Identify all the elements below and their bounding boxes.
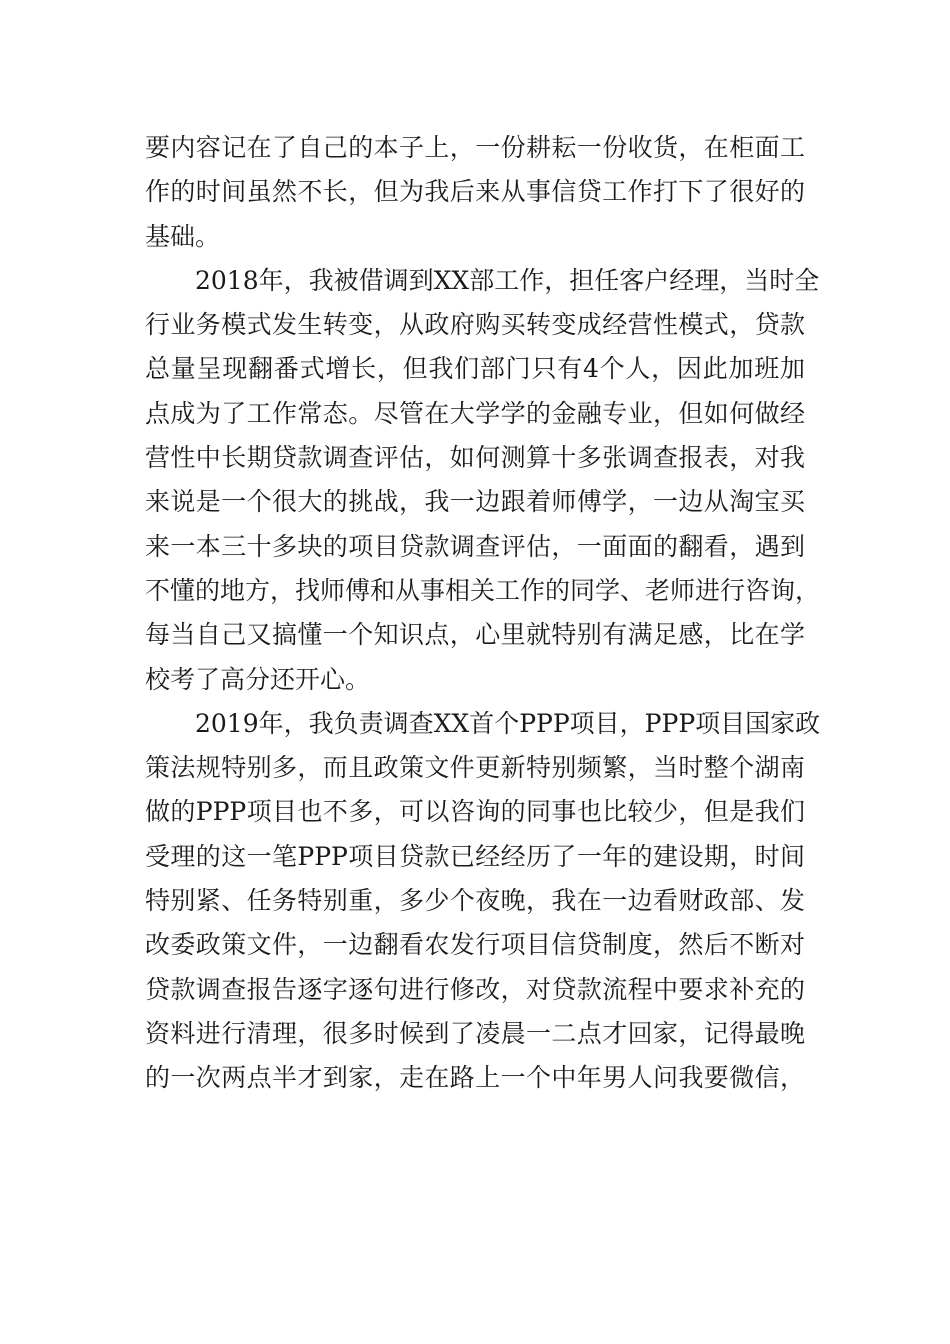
text-line: 行业务模式发生转变，从政府购买转变成经营性模式，贷款 — [145, 310, 805, 340]
text-line: 作的时间虽然不长，但为我后来从事信贷工作打下了很好的 — [145, 177, 805, 207]
text-line: 营性中长期贷款调查评估，如何测算十多张调查报表，对我 — [145, 443, 805, 473]
text-line: 每当自己又搞懂一个知识点，心里就特别有满足感，比在学 — [145, 620, 805, 650]
text-line: 来说是一个很大的挑战，我一边跟着师傅学，一边从淘宝买 — [145, 487, 805, 517]
body-text — [145, 126, 821, 1101]
text-line: 总量呈现翻番式增长，但我们部门只有4个人，因此加班加 — [145, 354, 805, 384]
text-line: 的一次两点半才到家，走在路上一个中年男人问我要微信， — [145, 1063, 805, 1093]
text-line: 资料进行清理，很多时候到了凌晨一二点才回家，记得最晚 — [145, 1018, 805, 1048]
text-line: 要内容记在了自己的本子上，一份耕耘一份收货，在柜面工 — [145, 133, 805, 162]
text-line: 校考了高分还开心。 — [145, 664, 371, 694]
text-line: 点成为了工作常态。尽管在大学学的金融专业，但如何做经 — [145, 398, 805, 428]
text-line: 改委政策文件，一边翻看农发行项目信贷制度，然后不断对 — [145, 930, 805, 960]
paragraph-start-line: 2019年，我负责调查XX首个PPP项目，PPP项目国家政 — [195, 708, 821, 738]
text-line: 贷款调查报告逐字逐句进行修改，对贷款流程中要求补充的 — [145, 974, 805, 1004]
text-line: 来一本三十多块的项目贷款调查评估，一面面的翻看，遇到 — [145, 531, 805, 561]
paragraph-start-line: 2018年，我被借调到XX部工作，担任客户经理，当时全 — [195, 265, 820, 295]
text-line: 策法规特别多，而且政策文件更新特别频繁，当时整个湖南 — [145, 753, 805, 783]
text-line: 不懂的地方，找师傅和从事相关工作的同学、老师进行咨询， — [145, 575, 821, 605]
text-line: 基础。 — [145, 221, 221, 251]
text-line: 做的PPP项目也不多，可以咨询的同事也比较少，但是我们 — [145, 797, 805, 827]
text-line: 特别紧、任务特别重，多少个夜晚，我在一边看财政部、发 — [145, 886, 805, 916]
text-line: 受理的这一笔PPP项目贷款已经经历了一年的建设期，时间 — [145, 841, 805, 871]
